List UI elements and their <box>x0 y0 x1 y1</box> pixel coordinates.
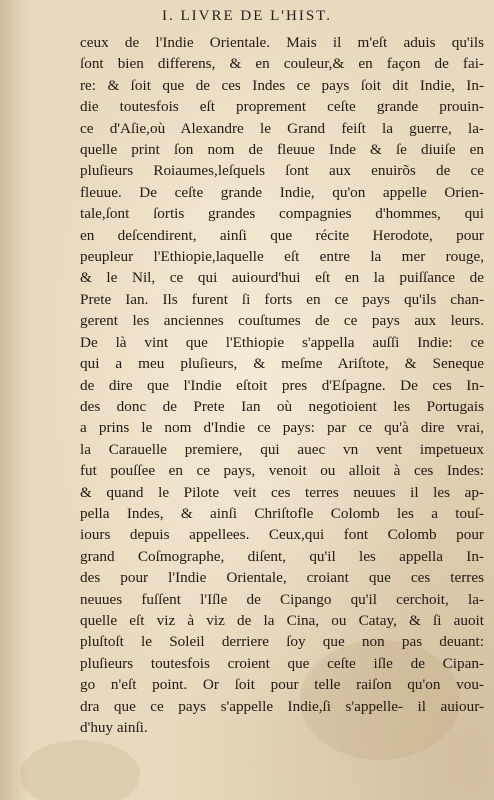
text-line: pluſieurs Roiaumes,leſquels ſont aux enuirõs de ce <box>80 162 484 180</box>
text-line: quelle eſt viz à viz de la Cina, ou Catay, & ſi auoit <box>80 611 484 629</box>
text-line: neuues fuſſent l'Iſle de Cipango qu'il cerchoit, la- <box>80 590 484 608</box>
text-line: pluſtoſt le Soleil derriere ſoy que non pas deuant: <box>80 633 484 651</box>
text-line: quelle print ſon nom de fleuue Inde & ſe diuiſe en <box>80 141 484 159</box>
text-line: die toutesfois eſt proprement ceſte grande prouin- <box>80 98 484 116</box>
text-line: ſont bien differens, & en couleur,& en façon de fai- <box>80 55 484 73</box>
text-line: en deſcendirent, ainſi que récite Herodote, pour <box>80 226 484 244</box>
text-line: ce d'Aſie,où Alexandre le Grand feiſt la guerre, la- <box>80 119 484 137</box>
text-line: tale,ſont ſortis grandes compagnies d'hommes, qui <box>80 205 484 223</box>
text-line: des donc de Prete Ian où negotioient les Portugais <box>80 397 484 415</box>
text-line: a prins le nom d'Indie ce pays: par ce qu'à dire vrai, <box>80 419 484 437</box>
text-line: & quand le Pilote veit ces terres neuues il les ap- <box>80 483 484 501</box>
text-line: grand Coſmographe, diſent, qu'il les appella In- <box>80 547 484 565</box>
gutter-shadow <box>0 0 28 800</box>
paper-stain <box>20 740 140 800</box>
text-line: gerent les anciennes couſtumes de ce pays aux leurs. <box>80 312 484 330</box>
text-line: des pour l'Indie Orientale, croiant que ces terres <box>80 569 484 587</box>
text-line: iours depuis appellees. Ceux,qui font Colomb pour <box>80 526 484 544</box>
text-line: de dire que l'Indie eſtoit pres d'Eſpagne. De ces In- <box>80 376 484 394</box>
text-line: la Carauelle premiere, qui auec vn vent impetueux <box>80 440 484 458</box>
text-line: dra que ce pays s'appelle Indie,ſi s'appelle- il auiour- <box>80 697 484 715</box>
text-line: & le Nil, ce qui auiourd'hui eſt en la puiſſance de <box>80 269 484 287</box>
text-line: fut pouſſee en ce pays, venoit ou alloit à ces Indes: <box>80 462 484 480</box>
text-line: pluſieurs toutesfois croient que ceſte iſle de Cipan- <box>80 654 484 672</box>
text-line: De là vint que l'Ethiopie s'appella auſſi Indie: ce <box>80 333 484 351</box>
text-line: d'huy ainſi. <box>80 719 148 736</box>
running-head: I. LIVRE DE L'HIST. <box>162 8 332 24</box>
text-line: pella Indes, & ainſi Chriſtofle Colomb les a touſ- <box>80 504 484 522</box>
body-text <box>80 32 484 738</box>
text-line: ceux de l'Indie Orientale. Mais il m'eſt aduis qu'ils <box>80 34 484 51</box>
text-line: go n'eſt point. Or ſoit pour telle raiſon qu'on vou- <box>80 676 484 694</box>
text-line: fleuue. De ceſte grande Indie, qu'on appelle Orien- <box>80 183 484 201</box>
text-line: Prete Ian. Ils furent ſi forts en ce pays qu'ils chan- <box>80 290 484 308</box>
text-line: peupleur l'Ethiopie,laquelle eſt entre la mer rouge, <box>80 248 484 266</box>
text-line: re: & ſoit que de ces Indes ce pays ſoit dit Indie, In- <box>80 76 484 94</box>
text-line: qui a meu pluſieurs, & meſme Ariſtote, & Seneque <box>80 355 484 373</box>
